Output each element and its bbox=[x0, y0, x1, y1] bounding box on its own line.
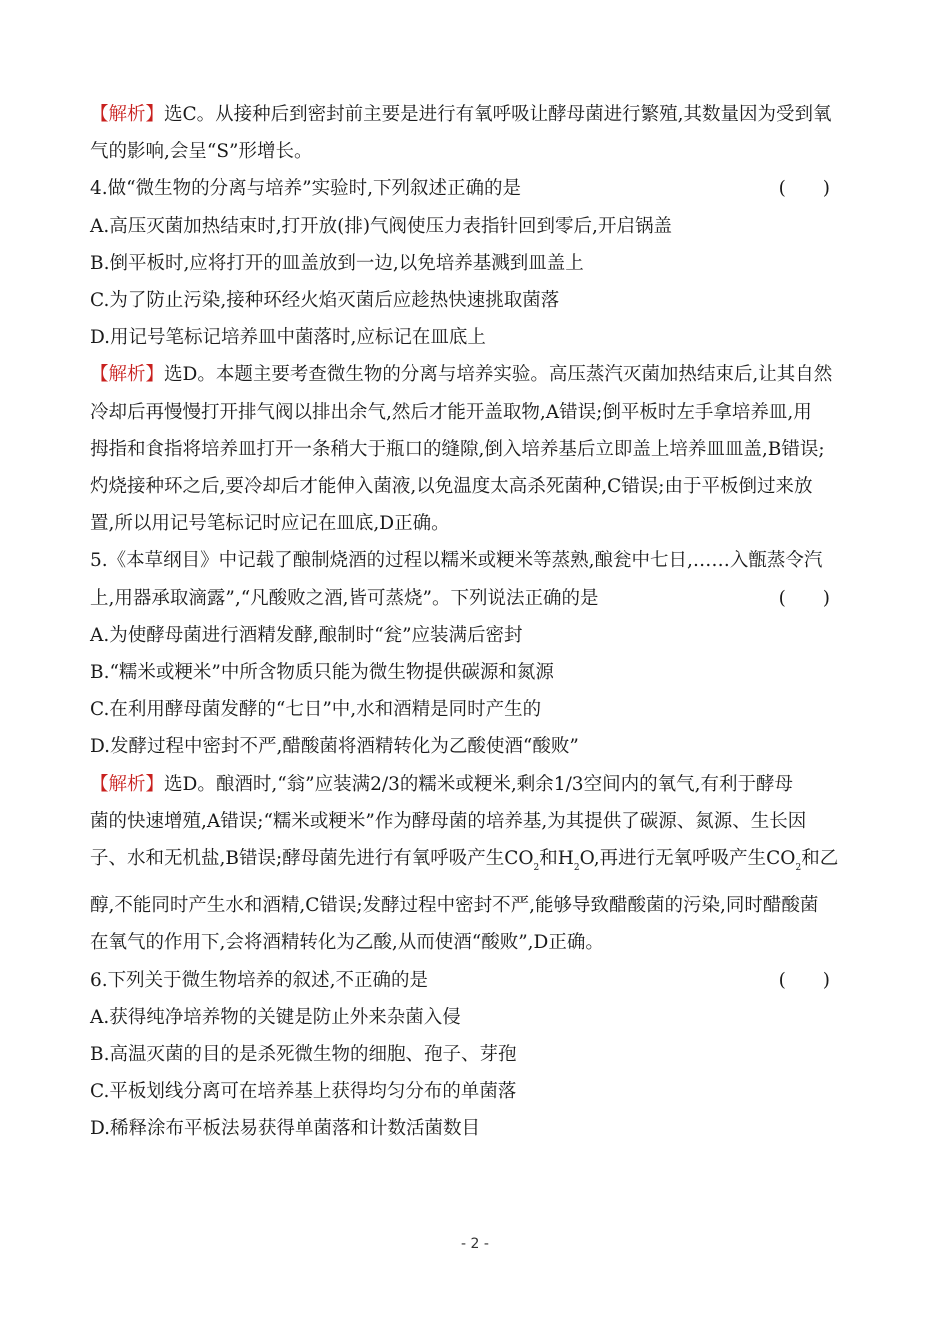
q3-analysis-line-1: 【解析】选C。从接种后到密封前主要是进行有氧呼吸让酵母菌进行繁殖,其数量因为受到氧 bbox=[90, 104, 832, 125]
q4-analysis-line-4: 灼烧接种环之后,要冷却后才能伸入菌液,以免温度太高杀死菌种,C错误;由于平板倒过来放 bbox=[90, 476, 813, 498]
analysis-tag: 【解析】 bbox=[90, 773, 165, 795]
subscript: 2 bbox=[533, 863, 540, 874]
q6-option-d: D.稀释涂布平板法易获得单菌落和计数活菌数目 bbox=[90, 1118, 481, 1140]
q5-analysis-line-3: 子、水和无机盐,B错误;酵母菌先进行有氧呼吸产生$CO_2$和$H_2O$,再进行无氧呼吸产生$CO_2$和乙 bbox=[90, 848, 839, 874]
answer-bracket: ( ) bbox=[778, 178, 830, 200]
subscript: 2 bbox=[573, 863, 580, 874]
document-body bbox=[90, 96, 870, 1148]
q4-option-a: A.高压灭菌加热结束时,打开放(排)气阀使压力表指针回到零后,开启锅盖 bbox=[90, 215, 672, 237]
answer-bracket: ( ) bbox=[778, 587, 830, 609]
q4-option-b: B.倒平板时,应将打开的皿盖放到一边,以免培养基溅到皿盖上 bbox=[90, 252, 584, 274]
analysis-tag: 【解析】 bbox=[90, 364, 165, 386]
q5-option-a: A.为使酵母菌进行酒精发酵,酿制时“瓮”应装满后密封 bbox=[90, 624, 523, 646]
q5-stem-line-1: 5.《本草纲目》中记载了酿制烧酒的过程以糯米或粳米等蒸熟,酿瓮中七日,……入甑蒸令汽 bbox=[90, 550, 823, 572]
q5-analysis-line-2: 菌的快速增殖,A错误;“糯米或粳米”作为酵母菌的培养基,为其提供了碳源、氮源、生长因 bbox=[90, 810, 807, 832]
q5-analysis-line-5: 在氧气的作用下,会将酒精转化为乙酸,从而使酒“酸败”,D正确。 bbox=[90, 932, 604, 954]
q5-option-c: C.在利用酵母菌发酵的“七日”中,水和酒精是同时产生的 bbox=[90, 699, 542, 721]
page-number: - 2 - bbox=[461, 1236, 489, 1252]
q4-analysis-line-2: 冷却后再慢慢打开排气阀以排出余气,然后才能开盖取物,A错误;倒平板时左手拿培养皿,用 bbox=[90, 401, 812, 423]
q6-option-c: C.平板划线分离可在培养基上获得均匀分布的单菌落 bbox=[90, 1081, 517, 1103]
q4-option-c: C.为了防止污染,接种环经火焰灭菌后应趁热快速挑取菌落 bbox=[90, 290, 560, 312]
q6-option-a: A.获得纯净培养物的关键是防止外来杂菌入侵 bbox=[90, 1006, 461, 1028]
q4-analysis-line-1: 【解析】选D。本题主要考查微生物的分离与培养实验。高压蒸汽灭菌加热结束后,让其自然 bbox=[90, 364, 833, 386]
q4-analysis-line-3: 拇指和食指将培养皿打开一条稍大于瓶口的缝隙,倒入培养基后立即盖上培养皿皿盖,B错误; bbox=[90, 438, 825, 460]
q4-analysis-line-5: 置,所以用记号笔标记时应记在皿底,D正确。 bbox=[90, 513, 450, 535]
answer-bracket: ( ) bbox=[778, 969, 830, 991]
q6-stem: 6.下列关于微生物培养的叙述,不正确的是 ( ) bbox=[90, 962, 870, 999]
analysis-tag: 【解析】 bbox=[90, 104, 165, 125]
q5-option-d: D.发酵过程中密封不严,醋酸菌将酒精转化为乙酸使酒“酸败” bbox=[90, 736, 579, 758]
q5-analysis-line-4: 醇,不能同时产生水和酒精,C错误;发酵过程中密封不严,能够导致醋酸菌的污染,同时醋酸菌 bbox=[90, 895, 819, 917]
q4-option-d: D.用记号笔标记培养皿中菌落时,应标记在皿底上 bbox=[90, 327, 486, 349]
subscript: 2 bbox=[795, 863, 802, 874]
q6-option-b: B.高温灭菌的目的是杀死微生物的细胞、孢子、芽孢 bbox=[90, 1044, 517, 1066]
q5-analysis-line-1: 【解析】选D。酿酒时,“翁”应装满2/3的糯米或粳米,剩余1/3空间内的氧气,有利于酵母 bbox=[90, 773, 793, 795]
q4-stem: 4.做“微生物的分离与培养”实验时,下列叙述正确的是 ( ) bbox=[90, 170, 870, 207]
q5-option-b: B.“糯米或粳米”中所含物质只能为微生物提供碳源和氮源 bbox=[90, 662, 554, 684]
q3-analysis-line-2: 气的影响,会呈“S”形增长。 bbox=[90, 141, 313, 163]
q5-stem-line-2: 上,用器承取滴露”,“凡酸败之酒,皆可蒸烧”。下列说法正确的是 ( ) bbox=[90, 580, 870, 617]
